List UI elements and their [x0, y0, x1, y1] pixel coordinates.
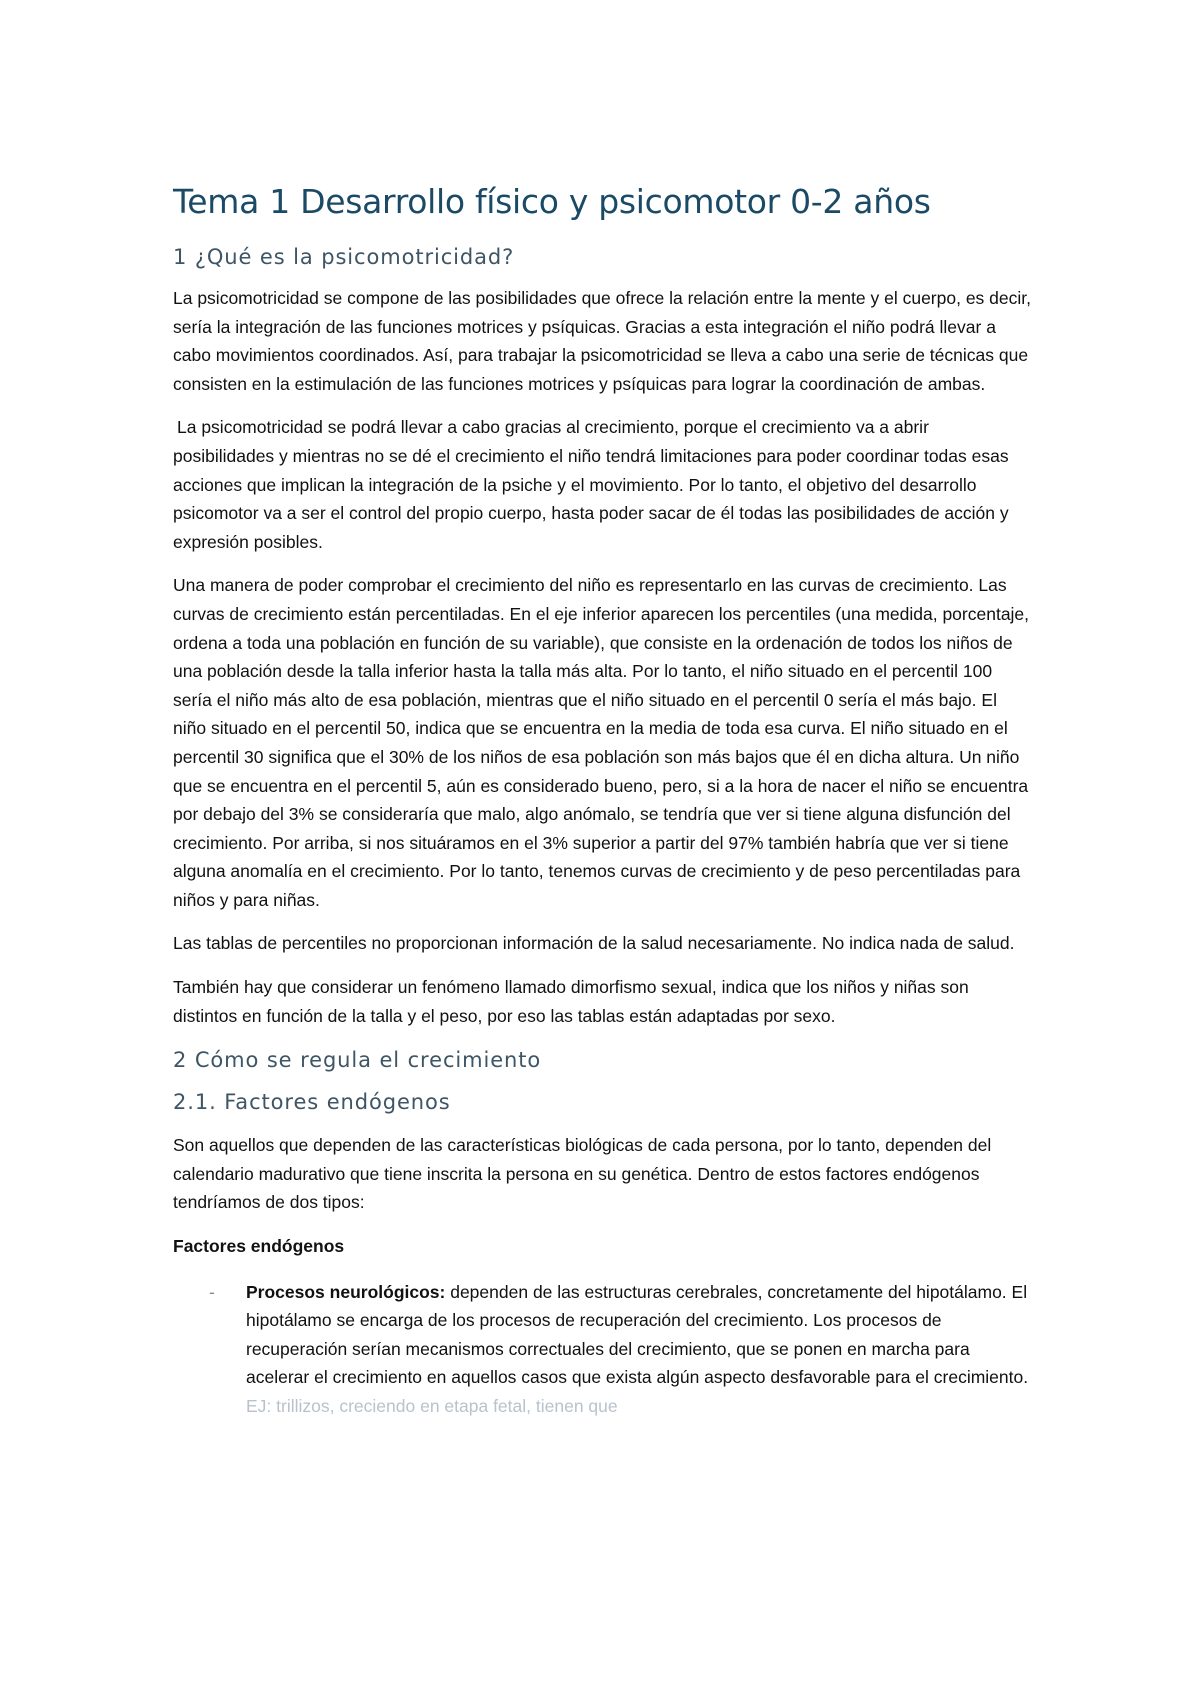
list-item	[209, 1278, 1033, 1421]
paragraph-4: Las tablas de percentiles no proporcionan información de la salud necesariamente. No indica nada de salud.	[173, 933, 1015, 954]
section-heading-2: 2 Cómo se regula el crecimiento	[173, 1048, 542, 1073]
list-item-term: Procesos neurológicos:	[246, 1281, 446, 1302]
list-item-faded-text: EJ: trillizos, creciendo en etapa fetal, tienen que	[246, 1396, 618, 1416]
paragraph-3: Una manera de poder comprobar el crecimiento del niño es representarlo en las curvas de crecimiento. Las curvas de crecimiento están percentiladas. En el eje inferior aparecen los percentiles (una medida, porcentaje, ordena a toda una población en función de su variable), que consiste en la ordenación de todos los niños de una población desde la talla inferior hasta la talla más alta. Por lo tanto, el niño situado en el percentil 100 sería el niño más alto de esa población, mientras que el niño situado en el percentil 0 sería el más bajo. El niño situado en el percentil 50, indica que se encuentra en la media de toda esa curva. El niño situado en el percentil 30 significa que el 30% de los niños de esa población son más bajos que él en dicha altura. Un niño que se encuentra en el percentil 5, aún es considerado bueno, pero, si a la hora de nacer el niño se encuentra por debajo del 3% se consideraría que malo, algo anómalo, se tendría que ver si tiene alguna disfunción del crecimiento. Por arriba, si nos situáramos en el 3% superior a partir del 97% también habría que ver si tiene alguna anomalía en el crecimiento. Por lo tanto, tenemos curvas de crecimiento y de peso percentiladas para niños y para niñas.	[173, 575, 1030, 910]
factor-list	[173, 1278, 1033, 1421]
paragraph-6: Son aquellos que dependen de las características biológicas de cada persona, por lo tanto, dependen del calendario madurativo que tiene inscrita la persona en su genética. Dentro de estos factores endógenos tendríamos de dos tipos:	[173, 1135, 992, 1213]
section-heading-1: 1 ¿Qué es la psicomotricidad?	[173, 245, 515, 269]
paragraph-5: También hay que considerar un fenómeno llamado dimorfismo sexual, indica que los niños y niñas son distintos en función de la talla y el peso, por eso las tablas están adaptadas por sexo.	[173, 977, 969, 1026]
document-content	[173, 180, 1033, 1421]
document-title: Tema 1 Desarrollo físico y psicomotor 0-2 años	[173, 182, 931, 221]
list-dash: -	[209, 1281, 215, 1302]
section-heading-2-1: 2.1. Factores endógenos	[173, 1090, 451, 1115]
list-item-text: dependen de las estructuras cerebrales, concretamente del hipotálamo. El hipotálamo se encarga de los procesos de recuperación del crecimiento. Los procesos de recuperación serían mecanismos correctuales del crecimiento, que se ponen en marcha para acelerar el crecimiento en aquellos casos que exista algún aspecto desfavorable para el crecimiento.	[246, 1281, 1029, 1388]
paragraph-2: La psicomotricidad se podrá llevar a cabo gracias al crecimiento, porque el crecimiento va a abrir posibilidades y mientras no se dé el crecimiento el niño tendrá limitaciones para poder coordinar todas esas acciones que implican la integración de la psiche y el movimiento. Por lo tanto, el objetivo del desarrollo psicomotor va a ser el control del propio cuerpo, hasta poder sacar de él todas las posibilidades de acción y expresión posibles.	[173, 417, 1009, 552]
endogenous-label: Factores endógenos	[173, 1236, 345, 1257]
paragraph-1: La psicomotricidad se compone de las posibilidades que ofrece la relación entre la mente y el cuerpo, es decir, sería la integración de las funciones motrices y psíquicas. Gracias a esta integración el niño podrá llevar a cabo movimientos coordinados. Así, para trabajar la psicomotricidad se lleva a cabo una serie de técnicas que consisten en la estimulación de las funciones motrices y psíquicas para lograr la coordinación de ambas.	[173, 288, 1031, 394]
